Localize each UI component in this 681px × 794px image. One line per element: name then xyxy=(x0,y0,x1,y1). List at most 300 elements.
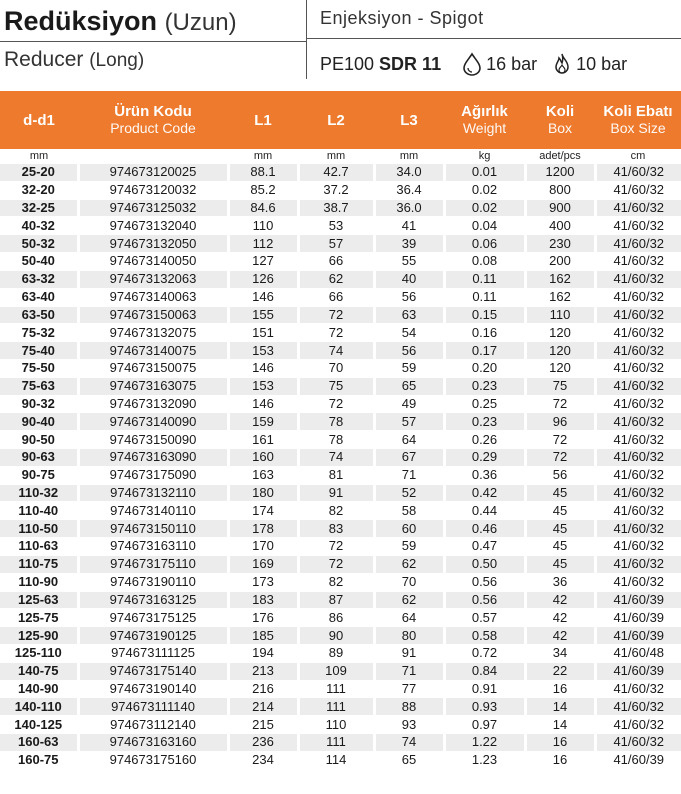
column-header-tr: L2 xyxy=(327,111,345,129)
column-header xyxy=(374,91,444,149)
table-cell: 974673163160 xyxy=(78,734,228,752)
table-body xyxy=(0,149,681,769)
table-cell: 16 xyxy=(525,680,595,698)
size-cell: 140-75 xyxy=(0,662,78,680)
table-cell: 70 xyxy=(374,573,444,591)
table-row xyxy=(0,520,681,538)
table-cell: 178 xyxy=(228,520,298,538)
table-cell: 36.4 xyxy=(374,181,444,199)
table-cell: 42 xyxy=(525,609,595,627)
table-row xyxy=(0,627,681,645)
table-cell: 974673132110 xyxy=(78,484,228,502)
size-cell: 110-32 xyxy=(0,484,78,502)
table-cell: 72 xyxy=(298,395,374,413)
table-cell: 81 xyxy=(298,466,374,484)
table-cell: 96 xyxy=(525,413,595,431)
table-cell: 400 xyxy=(525,217,595,235)
table-cell: 66 xyxy=(298,288,374,306)
table-cell: 111 xyxy=(298,680,374,698)
table-cell: 1.23 xyxy=(444,751,525,768)
unit-cell: mm xyxy=(399,150,419,162)
flame-icon xyxy=(551,52,573,76)
table-cell: 41/60/32 xyxy=(595,520,681,538)
table-cell: 41/60/32 xyxy=(595,199,681,217)
table-cell: 71 xyxy=(374,662,444,680)
table-cell: 974673125032 xyxy=(78,199,228,217)
table-cell: 41/60/39 xyxy=(595,662,681,680)
table-cell: 75 xyxy=(298,377,374,395)
table-cell: 36.0 xyxy=(374,199,444,217)
table-cell: 41/60/32 xyxy=(595,164,681,182)
size-cell: 110-40 xyxy=(0,502,78,520)
table-cell: 974673175110 xyxy=(78,555,228,573)
table-row xyxy=(0,734,681,752)
table-cell: 0.44 xyxy=(444,502,525,520)
product-title-tr xyxy=(4,6,237,37)
table-cell: 146 xyxy=(228,395,298,413)
table-cell: 56 xyxy=(374,288,444,306)
table-cell: 0.56 xyxy=(444,573,525,591)
table-cell: 87 xyxy=(298,591,374,609)
table-cell: 161 xyxy=(228,431,298,449)
table-cell: 146 xyxy=(228,288,298,306)
table-cell: 72 xyxy=(525,431,595,449)
table-row xyxy=(0,431,681,449)
table-cell: 974673140110 xyxy=(78,502,228,520)
units-row xyxy=(0,149,681,164)
table-cell: 974673140063 xyxy=(78,288,228,306)
table-cell: 0.08 xyxy=(444,253,525,271)
table-cell: 77 xyxy=(374,680,444,698)
table-cell: 80 xyxy=(374,627,444,645)
table-row xyxy=(0,698,681,716)
unit-cell: kg xyxy=(478,150,491,162)
table-cell: 16 xyxy=(525,734,595,752)
table-cell: 34.0 xyxy=(374,164,444,182)
table-row xyxy=(0,199,681,217)
table-cell: 0.84 xyxy=(444,662,525,680)
size-cell: 160-63 xyxy=(0,734,78,752)
table-cell: 120 xyxy=(525,342,595,360)
table-cell: 58 xyxy=(374,502,444,520)
table-row xyxy=(0,680,681,698)
table-cell: 70 xyxy=(298,359,374,377)
table-cell: 974673175125 xyxy=(78,609,228,627)
table-cell: 183 xyxy=(228,591,298,609)
size-cell: 50-32 xyxy=(0,235,78,253)
table-cell: 0.20 xyxy=(444,359,525,377)
table-cell: 974673132050 xyxy=(78,235,228,253)
title-en-main: Reducer xyxy=(4,48,84,71)
table-cell: 974673190140 xyxy=(78,680,228,698)
table-cell: 974673140050 xyxy=(78,253,228,271)
size-cell: 32-25 xyxy=(0,199,78,217)
table-cell: 64 xyxy=(374,609,444,627)
table-cell: 0.15 xyxy=(444,306,525,324)
table-cell: 126 xyxy=(228,270,298,288)
table-cell: 85.2 xyxy=(228,181,298,199)
table-cell: 88.1 xyxy=(228,164,298,182)
table-cell: 41/60/32 xyxy=(595,466,681,484)
size-cell: 125-75 xyxy=(0,609,78,627)
table-row xyxy=(0,306,681,324)
size-cell: 140-90 xyxy=(0,680,78,698)
table-cell: 41/60/32 xyxy=(595,734,681,752)
table-cell: 974673163110 xyxy=(78,538,228,556)
table-cell: 974673112140 xyxy=(78,716,228,734)
size-cell: 75-50 xyxy=(0,359,78,377)
table-cell: 112 xyxy=(228,235,298,253)
table-cell: 0.17 xyxy=(444,342,525,360)
table-cell: 0.06 xyxy=(444,235,525,253)
table-row xyxy=(0,359,681,377)
table-cell: 974673120032 xyxy=(78,181,228,199)
table-cell: 163 xyxy=(228,466,298,484)
column-header-tr: Koli xyxy=(545,103,575,120)
table-row xyxy=(0,377,681,395)
table-cell: 72 xyxy=(298,538,374,556)
table-row xyxy=(0,395,681,413)
table-cell: 110 xyxy=(525,306,595,324)
table-cell: 42.7 xyxy=(298,164,374,182)
table-cell: 67 xyxy=(374,449,444,467)
table-row xyxy=(0,751,681,768)
table-cell: 234 xyxy=(228,751,298,768)
table-cell: 74 xyxy=(298,449,374,467)
size-cell: 40-32 xyxy=(0,217,78,235)
table-cell: 16 xyxy=(525,751,595,768)
column-header xyxy=(298,91,374,149)
column-header-en: Box xyxy=(547,120,573,136)
table-cell: 146 xyxy=(228,359,298,377)
table-cell: 1.22 xyxy=(444,734,525,752)
size-cell: 63-50 xyxy=(0,306,78,324)
table-row xyxy=(0,253,681,271)
table-cell: 56 xyxy=(374,342,444,360)
table-cell: 22 xyxy=(525,662,595,680)
table-cell: 974673163125 xyxy=(78,591,228,609)
table-cell: 185 xyxy=(228,627,298,645)
table-cell: 41 xyxy=(374,217,444,235)
table-row xyxy=(0,288,681,306)
size-cell: 32-20 xyxy=(0,181,78,199)
table-cell: 0.47 xyxy=(444,538,525,556)
table-cell: 173 xyxy=(228,573,298,591)
product-table xyxy=(0,91,681,769)
table-cell: 41/60/32 xyxy=(595,538,681,556)
header-divider xyxy=(0,41,306,42)
table-cell: 900 xyxy=(525,199,595,217)
water-pressure: 16 bar xyxy=(486,53,538,74)
table-cell: 236 xyxy=(228,734,298,752)
table-cell: 153 xyxy=(228,342,298,360)
size-cell: 90-32 xyxy=(0,395,78,413)
column-header-tr: L3 xyxy=(400,111,418,129)
table-cell: 0.93 xyxy=(444,698,525,716)
unit-cell xyxy=(78,149,228,164)
table-cell: 230 xyxy=(525,235,595,253)
table-cell: 127 xyxy=(228,253,298,271)
table-cell: 66 xyxy=(298,253,374,271)
gas-pressure: 10 bar xyxy=(576,53,628,74)
table-cell: 75 xyxy=(525,377,595,395)
table-cell: 974673163075 xyxy=(78,377,228,395)
table-cell: 45 xyxy=(525,502,595,520)
table-cell: 57 xyxy=(298,235,374,253)
table-cell: 114 xyxy=(298,751,374,768)
size-cell: 125-110 xyxy=(0,644,78,662)
size-cell: 125-90 xyxy=(0,627,78,645)
size-cell: 63-40 xyxy=(0,288,78,306)
table-cell: 974673111125 xyxy=(78,644,228,662)
column-header-tr: Koli Ebatı xyxy=(603,103,673,120)
table-cell: 0.23 xyxy=(444,413,525,431)
table-cell: 41/60/39 xyxy=(595,751,681,768)
header-vertical-divider xyxy=(306,0,307,79)
table-cell: 91 xyxy=(374,644,444,662)
table-cell: 974673132040 xyxy=(78,217,228,235)
table-cell: 41/60/32 xyxy=(595,680,681,698)
column-header-en: Product Code xyxy=(110,120,196,136)
title-tr-main: Redüksiyon xyxy=(4,6,158,36)
table-cell: 42 xyxy=(525,591,595,609)
table-cell: 151 xyxy=(228,324,298,342)
table-row xyxy=(0,644,681,662)
table-cell: 800 xyxy=(525,181,595,199)
table-cell: 974673175160 xyxy=(78,751,228,768)
table-cell: 109 xyxy=(298,662,374,680)
table-cell: 974673150110 xyxy=(78,520,228,538)
table-row xyxy=(0,538,681,556)
table-row xyxy=(0,591,681,609)
column-header xyxy=(228,91,298,149)
table-cell: 41/60/32 xyxy=(595,359,681,377)
table-cell: 41/60/32 xyxy=(595,306,681,324)
table-cell: 0.72 xyxy=(444,644,525,662)
table-cell: 78 xyxy=(298,431,374,449)
material-label: PE100 xyxy=(320,53,375,74)
table-cell: 62 xyxy=(374,591,444,609)
table-row xyxy=(0,181,681,199)
table-cell: 0.11 xyxy=(444,288,525,306)
table-cell: 72 xyxy=(298,306,374,324)
table-cell: 974673111140 xyxy=(78,698,228,716)
column-header-tr: Ağırlık xyxy=(461,103,508,120)
spec-line xyxy=(320,50,627,78)
table-cell: 0.36 xyxy=(444,466,525,484)
table-cell: 155 xyxy=(228,306,298,324)
table-cell: 41/60/32 xyxy=(595,555,681,573)
table-cell: 974673132063 xyxy=(78,270,228,288)
size-cell: 50-40 xyxy=(0,253,78,271)
table-cell: 974673175090 xyxy=(78,466,228,484)
connection-type: Enjeksiyon - Spigot xyxy=(320,8,484,28)
table-cell: 0.29 xyxy=(444,449,525,467)
table-cell: 0.01 xyxy=(444,164,525,182)
table-cell: 974673120025 xyxy=(78,164,228,182)
table-cell: 14 xyxy=(525,698,595,716)
table-cell: 40 xyxy=(374,270,444,288)
table-cell: 0.46 xyxy=(444,520,525,538)
table-cell: 0.16 xyxy=(444,324,525,342)
size-cell: 75-63 xyxy=(0,377,78,395)
table-cell: 170 xyxy=(228,538,298,556)
table-cell: 88 xyxy=(374,698,444,716)
table-cell: 41/60/32 xyxy=(595,235,681,253)
table-cell: 41/60/32 xyxy=(595,217,681,235)
table-cell: 974673175140 xyxy=(78,662,228,680)
table-row xyxy=(0,662,681,680)
table-cell: 65 xyxy=(374,751,444,768)
table-cell: 91 xyxy=(298,484,374,502)
table-cell: 974673190110 xyxy=(78,573,228,591)
sdr-label: SDR 11 xyxy=(379,53,442,74)
table-cell: 34 xyxy=(525,644,595,662)
table-cell: 59 xyxy=(374,538,444,556)
product-table-container xyxy=(0,91,681,769)
table-cell: 213 xyxy=(228,662,298,680)
size-cell: 90-40 xyxy=(0,413,78,431)
header-divider-right xyxy=(306,38,681,39)
table-cell: 111 xyxy=(298,734,374,752)
table-cell: 62 xyxy=(298,270,374,288)
table-cell: 974673190125 xyxy=(78,627,228,645)
table-cell: 74 xyxy=(298,342,374,360)
table-cell: 216 xyxy=(228,680,298,698)
table-cell: 90 xyxy=(298,627,374,645)
table-cell: 78 xyxy=(298,413,374,431)
table-cell: 41/60/39 xyxy=(595,591,681,609)
column-header xyxy=(444,91,525,149)
table-cell: 41/60/32 xyxy=(595,502,681,520)
product-title-en xyxy=(4,48,144,72)
table-cell: 0.58 xyxy=(444,627,525,645)
table-cell: 37.2 xyxy=(298,181,374,199)
table-cell: 64 xyxy=(374,431,444,449)
table-cell: 41/60/32 xyxy=(595,431,681,449)
size-cell: 140-125 xyxy=(0,716,78,734)
table-cell: 0.50 xyxy=(444,555,525,573)
unit-cell: mm xyxy=(326,150,346,162)
table-cell: 56 xyxy=(525,466,595,484)
table-cell: 0.02 xyxy=(444,181,525,199)
column-header-tr: Ürün Kodu xyxy=(114,103,192,120)
title-en-variant: (Long) xyxy=(89,50,145,71)
table-cell: 160 xyxy=(228,449,298,467)
table-cell: 41/60/32 xyxy=(595,270,681,288)
column-header-tr: L1 xyxy=(254,111,272,129)
size-cell: 75-40 xyxy=(0,342,78,360)
table-cell: 41/60/32 xyxy=(595,573,681,591)
table-cell: 41/60/32 xyxy=(595,698,681,716)
table-cell: 72 xyxy=(298,324,374,342)
table-cell: 0.11 xyxy=(444,270,525,288)
table-cell: 0.25 xyxy=(444,395,525,413)
table-cell: 84.6 xyxy=(228,199,298,217)
table-cell: 41/60/32 xyxy=(595,288,681,306)
table-cell: 45 xyxy=(525,484,595,502)
table-cell: 215 xyxy=(228,716,298,734)
unit-cell: mm xyxy=(29,150,49,162)
table-cell: 74 xyxy=(374,734,444,752)
table-cell: 45 xyxy=(525,555,595,573)
table-cell: 53 xyxy=(298,217,374,235)
table-cell: 83 xyxy=(298,520,374,538)
size-cell: 110-63 xyxy=(0,538,78,556)
table-cell: 162 xyxy=(525,288,595,306)
table-row xyxy=(0,555,681,573)
table-cell: 41/60/32 xyxy=(595,253,681,271)
table-cell: 41/60/32 xyxy=(595,395,681,413)
table-cell: 49 xyxy=(374,395,444,413)
table-row xyxy=(0,716,681,734)
table-cell: 41/60/39 xyxy=(595,627,681,645)
table-cell: 72 xyxy=(525,395,595,413)
table-cell: 110 xyxy=(228,217,298,235)
table-cell: 55 xyxy=(374,253,444,271)
column-header xyxy=(0,91,78,149)
table-cell: 41/60/32 xyxy=(595,324,681,342)
table-cell: 0.23 xyxy=(444,377,525,395)
table-cell: 59 xyxy=(374,359,444,377)
table-cell: 41/60/32 xyxy=(595,484,681,502)
water-drop-icon xyxy=(461,52,483,76)
table-cell: 62 xyxy=(374,555,444,573)
table-row xyxy=(0,413,681,431)
table-cell: 159 xyxy=(228,413,298,431)
title-tr-variant: (Uzun) xyxy=(164,9,237,36)
column-header-tr: d-d1 xyxy=(23,111,55,129)
table-row xyxy=(0,342,681,360)
table-cell: 41/60/32 xyxy=(595,716,681,734)
table-row xyxy=(0,217,681,235)
table-cell: 86 xyxy=(298,609,374,627)
table-cell: 974673140090 xyxy=(78,413,228,431)
table-cell: 974673150090 xyxy=(78,431,228,449)
table-cell: 39 xyxy=(374,235,444,253)
size-cell: 90-50 xyxy=(0,431,78,449)
table-cell: 71 xyxy=(374,466,444,484)
table-cell: 41/60/32 xyxy=(595,377,681,395)
table-cell: 52 xyxy=(374,484,444,502)
size-cell: 90-63 xyxy=(0,449,78,467)
table-cell: 194 xyxy=(228,644,298,662)
size-cell: 75-32 xyxy=(0,324,78,342)
table-cell: 974673150063 xyxy=(78,306,228,324)
unit-cell: adet/pcs xyxy=(539,150,581,162)
table-cell: 65 xyxy=(374,377,444,395)
size-cell: 160-75 xyxy=(0,751,78,768)
table-row xyxy=(0,609,681,627)
table-cell: 180 xyxy=(228,484,298,502)
table-cell: 200 xyxy=(525,253,595,271)
table-cell: 974673140075 xyxy=(78,342,228,360)
unit-cell: cm xyxy=(630,150,646,162)
table-row xyxy=(0,466,681,484)
table-cell: 174 xyxy=(228,502,298,520)
table-cell: 36 xyxy=(525,573,595,591)
table-cell: 974673150075 xyxy=(78,359,228,377)
table-row xyxy=(0,164,681,182)
size-cell: 25-20 xyxy=(0,164,78,182)
table-cell: 41/60/39 xyxy=(595,609,681,627)
table-cell: 974673132075 xyxy=(78,324,228,342)
table-cell: 82 xyxy=(298,502,374,520)
table-cell: 57 xyxy=(374,413,444,431)
table-cell: 41/60/32 xyxy=(595,449,681,467)
table-cell: 14 xyxy=(525,716,595,734)
header-row xyxy=(0,91,681,149)
